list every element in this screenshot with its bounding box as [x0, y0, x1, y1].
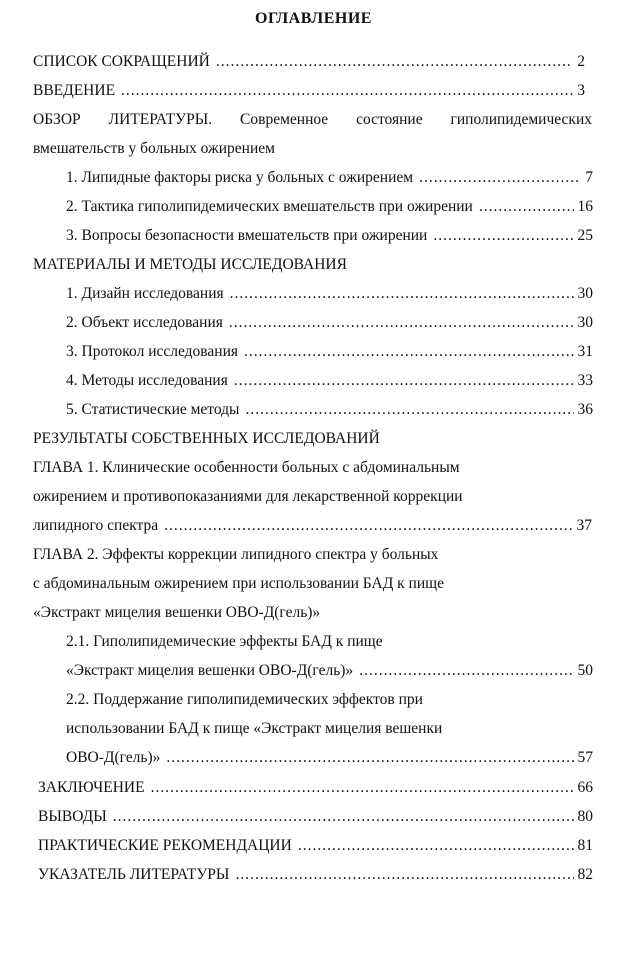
toc-entry-design — [66, 282, 593, 306]
toc-entry-conclusion — [38, 776, 593, 800]
leader-dots — [229, 311, 574, 335]
toc-entry-text: ПРАКТИЧЕСКИЕ РЕКОМЕНДАЦИИ — [38, 837, 292, 854]
page-title: ОГЛАВЛЕНИЕ — [255, 10, 372, 27]
toc-entry-text: 3. Протокол исследования — [66, 343, 239, 360]
toc-chapter2-line1: ГЛАВА 2. Эффекты коррекции липидного спектра у больных — [33, 546, 439, 563]
toc-sub21-line1: 2.1. Гиполипидемические эффекты БАД к пище — [66, 633, 383, 650]
toc-section-review-line1: ОБЗОР ЛИТЕРАТУРЫ. Современное состояние гиполипидемических — [33, 111, 592, 128]
toc-chapter1-line2: ожирением и противопоказаниями для лекарственной коррекции — [33, 488, 463, 505]
toc-entry-object — [66, 311, 593, 335]
toc-section-results: РЕЗУЛЬТАТЫ СОБСТВЕННЫХ ИССЛЕДОВАНИЙ — [33, 430, 380, 447]
toc-entry-text: ВВЕДЕНИЕ — [33, 82, 116, 99]
toc-page-number: 30 — [577, 314, 593, 331]
toc-entry-text: УКАЗАТЕЛЬ ЛИТЕРАТУРЫ — [38, 866, 230, 883]
toc-page-number: 30 — [577, 285, 593, 302]
toc-page-number: 82 — [577, 866, 593, 883]
toc-page-number: 31 — [577, 343, 593, 360]
toc-entry-text: 2. Объект исследования — [66, 314, 223, 331]
toc-entry-text: 1. Липидные факторы риска у больных с ожирением — [66, 169, 414, 186]
leader-dots — [164, 514, 572, 538]
toc-page-number: 81 — [577, 837, 593, 854]
toc-entry-lipid-risk — [66, 166, 593, 190]
toc-page-number: 66 — [577, 779, 593, 796]
toc-entry-text: «Экстракт мицелия вешенки ОВО-Д(гель)» — [66, 662, 354, 679]
leader-dots — [234, 369, 574, 393]
toc-page-number: 50 — [577, 662, 593, 679]
leader-dots — [235, 863, 573, 887]
toc-entry-text: ЗАКЛЮЧЕНИЕ — [38, 779, 145, 796]
toc-page-number: 7 — [585, 169, 593, 186]
leader-dots — [166, 746, 573, 770]
toc-entry-text: СПИСОК СОКРАЩЕНИЙ — [33, 53, 210, 70]
toc-page-number: 57 — [577, 749, 593, 766]
leader-dots — [433, 224, 573, 248]
leader-dots — [121, 79, 573, 103]
toc-sub21-line2 — [66, 659, 593, 683]
toc-entry-introduction — [33, 79, 585, 103]
leader-dots — [230, 282, 574, 306]
toc-entry-text: 2. Тактика гиполипидемических вмешательств при ожирении — [66, 198, 473, 215]
toc-entry-tactics — [66, 195, 593, 219]
toc-entry-abbreviations — [33, 50, 585, 74]
toc-section-review-line2: вмешательств у больных ожирением — [33, 140, 275, 157]
leader-dots — [359, 659, 573, 683]
toc-page-number: 25 — [577, 227, 593, 244]
leader-dots — [479, 195, 574, 219]
toc-entry-recommendations — [38, 834, 593, 858]
toc-entry-text: 1. Дизайн исследования — [66, 285, 224, 302]
toc-sub22-line2: использовании БАД к пище «Экстракт мицелия вешенки — [66, 720, 443, 737]
leader-dots — [245, 398, 573, 422]
leader-dots — [151, 776, 574, 800]
toc-chapter2-line3: «Экстракт мицелия вешенки ОВО-Д(гель)» — [33, 604, 321, 621]
toc-entry-methods — [66, 369, 593, 393]
leader-dots — [419, 166, 581, 190]
toc-entry-text: 5. Статистические методы — [66, 401, 240, 418]
toc-entry-text: 3. Вопросы безопасности вмешательств при ожирении — [66, 227, 428, 244]
leader-dots — [298, 834, 574, 858]
toc-chapter2-line2: с абдоминальным ожирением при использовании БАД к пище — [33, 575, 444, 592]
toc-entry-text: 4. Методы исследования — [66, 372, 228, 389]
toc-page-number: 36 — [577, 401, 593, 418]
toc-entry-text: ВЫВОДЫ — [38, 808, 107, 825]
toc-chapter1-line1: ГЛАВА 1. Клинические особенности больных с абдоминальным — [33, 459, 460, 476]
toc-page-number: 80 — [577, 808, 593, 825]
toc-entry-text: липидного спектра — [33, 517, 159, 534]
leader-dots — [216, 50, 573, 74]
leader-dots — [244, 340, 573, 364]
toc-entry-statistics — [66, 398, 593, 422]
toc-sub22-line1: 2.2. Поддержание гиполипидемических эффектов при — [66, 691, 423, 708]
leader-dots — [113, 805, 574, 829]
toc-page-number: 37 — [576, 517, 592, 534]
toc-entry-safety — [66, 224, 593, 248]
toc-page-number: 16 — [577, 198, 593, 215]
toc-page-number: 2 — [577, 53, 585, 70]
toc-section-methods: МАТЕРИАЛЫ И МЕТОДЫ ИССЛЕДОВАНИЯ — [33, 256, 347, 273]
toc-page-number: 3 — [577, 82, 585, 99]
toc-chapter1-line3 — [33, 514, 592, 538]
toc-entry-references — [38, 863, 593, 887]
toc-entry-text: ОВО-Д(гель)» — [66, 749, 161, 766]
toc-entry-protocol — [66, 340, 593, 364]
toc-sub22-line3 — [66, 746, 593, 770]
toc-page-number: 33 — [577, 372, 593, 389]
toc-entry-findings — [38, 805, 593, 829]
